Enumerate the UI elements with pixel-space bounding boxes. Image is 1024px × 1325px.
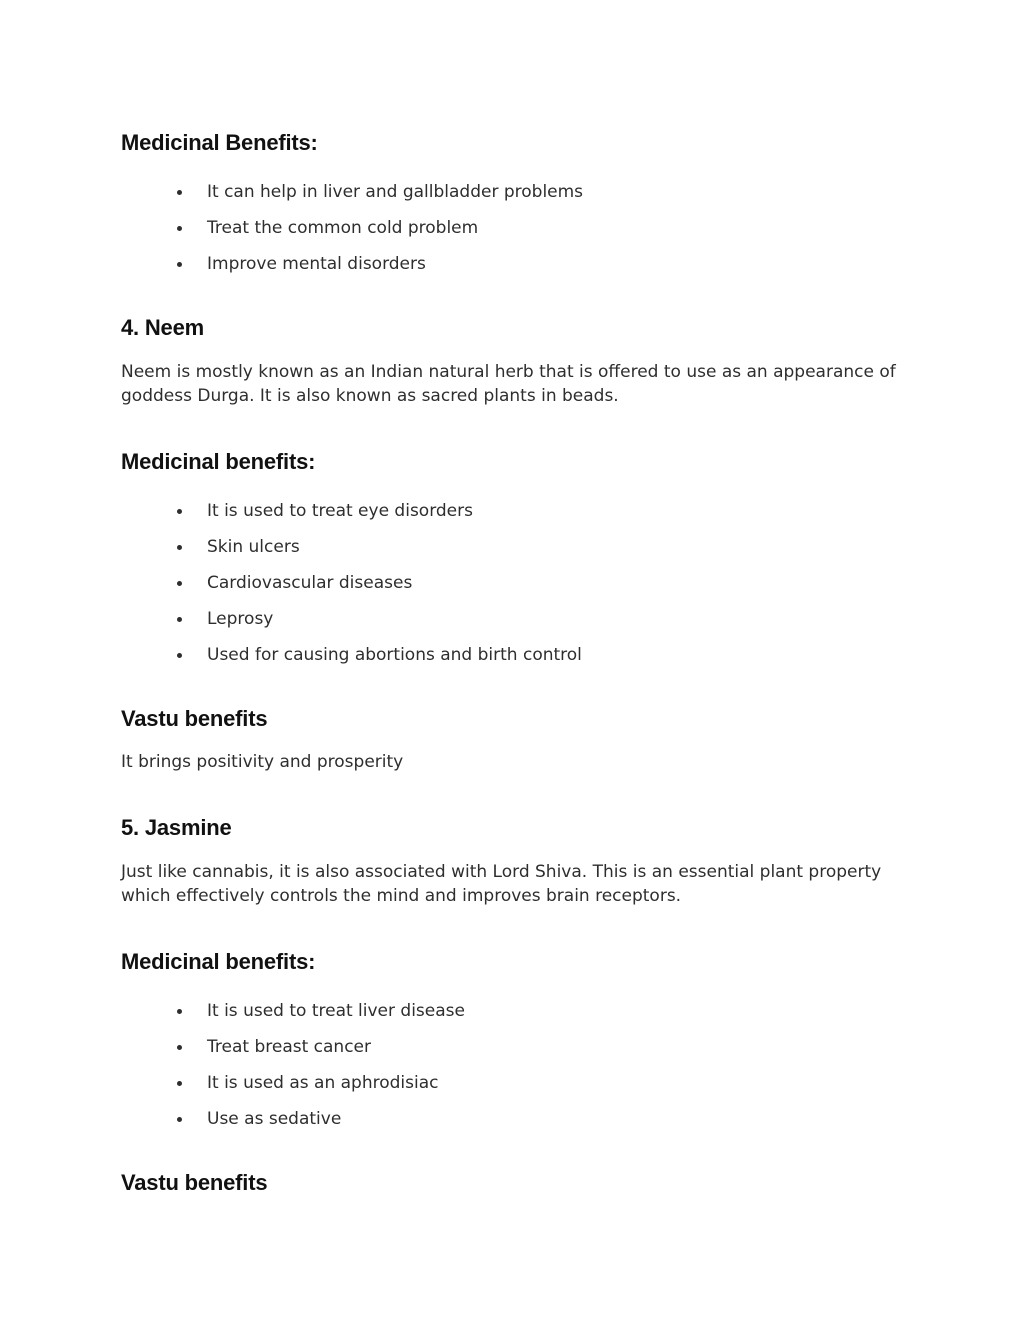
bullet-icon: [177, 545, 182, 550]
jasmine-medicinal-heading: Medicinal benefits:: [121, 949, 316, 974]
jasmine-heading: 5. Jasmine: [121, 815, 232, 840]
bullet-icon: [177, 1081, 182, 1086]
bullet-icon: [177, 262, 182, 267]
bullet-icon: [177, 581, 182, 586]
bullet-icon: [177, 226, 182, 231]
medicinal-benefits-heading: Medicinal Benefits:: [121, 130, 318, 155]
bullet-icon: [177, 1009, 182, 1014]
bullet-icon: [177, 617, 182, 622]
bullet-icon: [177, 1117, 182, 1122]
bullet-icon: [177, 509, 182, 514]
neem-paragraph: Neem is mostly known as an Indian natural herb that is offered to use as an appearance of goddess Durga. It is also known as sacred plants in beads.: [121, 362, 896, 406]
bullet-icon: [177, 190, 182, 195]
neem-heading: 4. Neem: [121, 315, 204, 340]
document-page: Medicinal Benefits: It can help in liver and gallbladder problems Treat the common cold problem Improve mental disorders 4. Neem Neem is mostly known as an Indian natural herb that is offered to use as an appearance of goddess Durga. It is also known as sacred plants in beads. Medicinal benefits: It is used to treat eye disorders Skin ulcers Cardiovascular diseases Leprosy Used for causing abortions and birth control Vastu benefits It brings positivity and prosperity 5. Jasmine Just like cannabis, it is also associated with Lord Shiva. This is an essential plant property which effectively controls the mind and improves brain receptors. Medicinal benefits: It is used to treat liver disease Treat breast cancer It is used as an aphrodisiac Use as sedative Vastu benefits: [0, 0, 1024, 1325]
neem-medicinal-heading: Medicinal benefits:: [121, 449, 316, 474]
jasmine-vastu-heading: Vastu benefits: [121, 1170, 268, 1195]
bullet-icon: [177, 1045, 182, 1050]
neem-vastu-heading: Vastu benefits: [121, 706, 268, 731]
jasmine-paragraph: Just like cannabis, it is also associated with Lord Shiva. This is an essential plant property which effectively controls the mind and improves brain receptors.: [121, 862, 882, 906]
neem-vastu-paragraph: It brings positivity and prosperity: [121, 752, 404, 772]
bullet-icon: [177, 653, 182, 658]
